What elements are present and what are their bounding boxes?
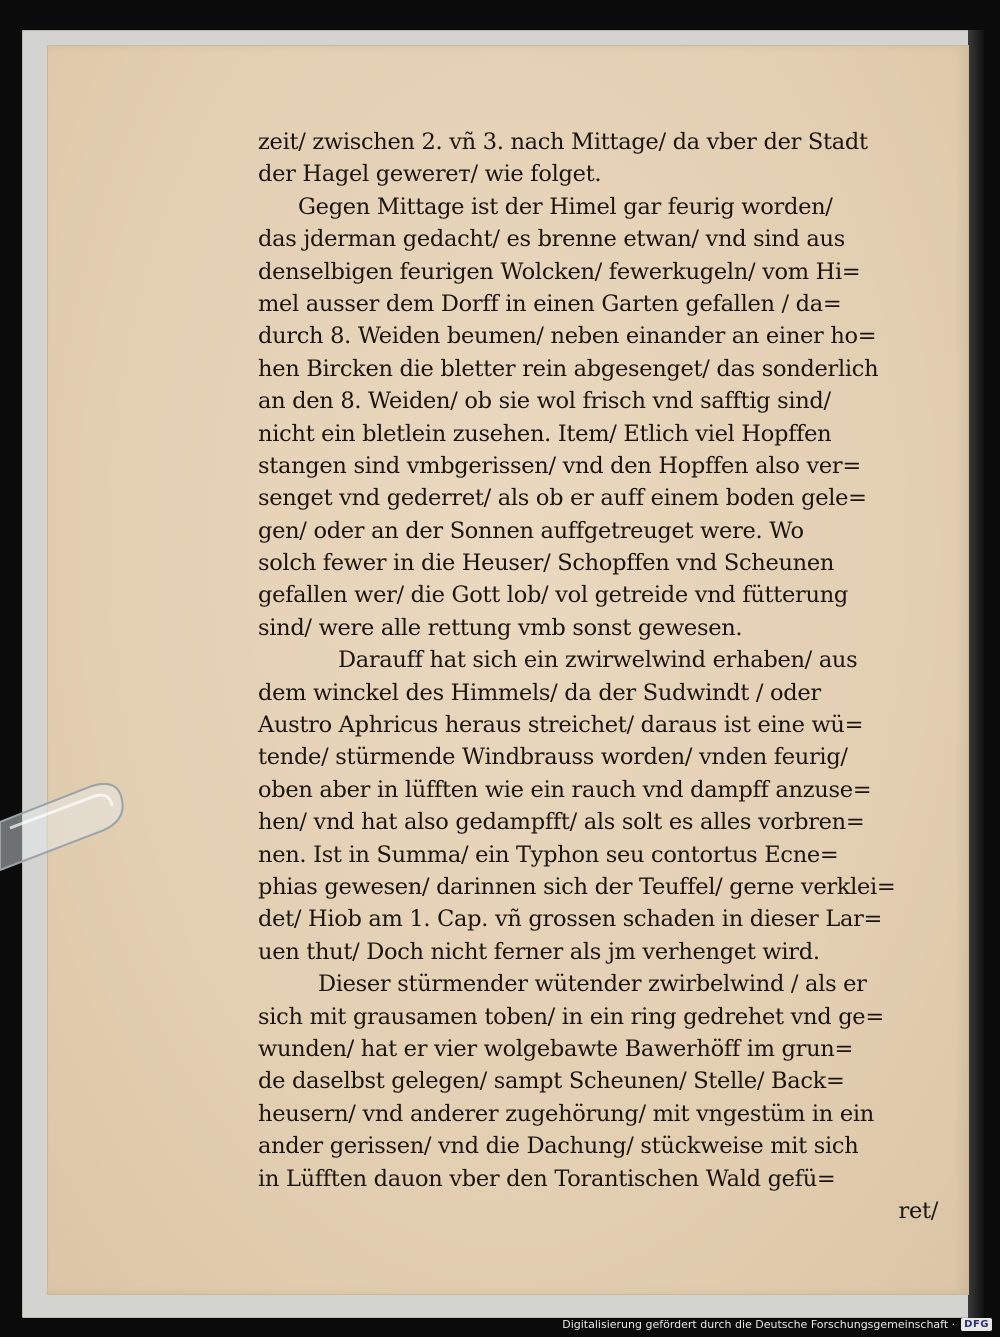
text-line: hen/ vnd hat also gedampfft/ als solt es alles vorbren= xyxy=(258,809,865,836)
text-line: gen/ oder an der Sonnen auffgetreuget were. Wo xyxy=(258,517,804,544)
text-line: uen thut/ Doch nicht ferner als jm verhenget wird. xyxy=(258,938,820,965)
text-line: mel ausser dem Dorff in einen Garten gefallen / da= xyxy=(258,290,842,317)
text-line: in Lüfften dauon vber den Torantischen Wald gefü= xyxy=(258,1165,836,1192)
text-line: Austro Aphricus heraus streichet/ daraus ist eine wü= xyxy=(258,712,864,739)
text-line: senget vnd gederret/ als ob er auff einem boden gele= xyxy=(258,485,867,512)
text-line: Dieser stürmender wütender zwirbelwind / als er xyxy=(318,971,867,998)
text-line: durch 8. Weiden beumen/ neben einander an einer ho= xyxy=(258,323,877,350)
text-line: Gegen Mittage ist der Himel gar feurig worden/ xyxy=(298,193,833,220)
dfg-logo: DFG xyxy=(961,1318,992,1331)
text-line: oben aber in lüfften wie ein rauch vnd dampff anzuse= xyxy=(258,776,872,803)
text-line: det/ Hiob am 1. Cap. vñ grossen schaden in dieser Lar= xyxy=(258,906,883,933)
text-line: an den 8. Weiden/ ob sie wol frisch vnd safftig sind/ xyxy=(258,388,831,415)
text-line: de daselbst gelegen/ sampt Scheunen/ Stelle/ Back= xyxy=(258,1068,845,1095)
transparent-page-clip xyxy=(0,770,150,880)
text-line: dem winckel des Himmels/ da der Sudwindt / oder xyxy=(258,679,821,706)
page-text xyxy=(258,126,938,1227)
text-line: der Hagel gewerет/ wie folget. xyxy=(258,161,602,188)
text-line: gefallen wer/ die Gott lob/ vol getreide vnd fütterung xyxy=(258,582,848,609)
text-line: hen Bircken die bletter rein abgesenget/ das sonderlich xyxy=(258,355,879,382)
text-line: solch fewer in die Heuser/ Schopffen vnd Scheunen xyxy=(258,550,835,577)
text-line: zeit/ zwischen 2. vñ 3. nach Mittage/ da vber der Stadt xyxy=(258,129,868,155)
cover-spine-edge xyxy=(968,30,984,1318)
book-page xyxy=(48,46,968,1294)
catchword-line: ret/ xyxy=(898,1197,938,1224)
text-line: ander gerissen/ vnd die Dachung/ stückweise mit sich xyxy=(258,1133,859,1160)
text-line: nicht ein bletlein zusehen. Item/ Etlich viel Hopffen xyxy=(258,420,832,447)
text-line: stangen sind vmbgerissen/ vnd den Hopffen also ver= xyxy=(258,452,861,479)
text-line: sich mit grausamen toben/ in ein ring gedrehet vnd ge= xyxy=(258,1003,884,1030)
credit-text: Digitalisierung gefördert durch die Deutsche Forschungsgemeinschaft · xyxy=(562,1317,956,1331)
text-line: sind/ were alle rettung vmb sonst gewesen. xyxy=(258,614,743,641)
text-line: nen. Ist in Summa/ ein Typhon seu contortus Ecne= xyxy=(258,841,839,868)
text-line: das jderman gedacht/ es brenne etwan/ vnd sind aus xyxy=(258,226,845,253)
text-line: tende/ stürmende Windbrauss worden/ vnden feurig/ xyxy=(258,744,848,771)
text-line: Darauff hat sich ein zwirwelwind erhaben/ aus xyxy=(338,647,858,674)
text-line: phias gewesen/ darinnen sich der Teuffel/ gerne verklei= xyxy=(258,873,896,900)
text-line: heusern/ vnd anderer zugehörung/ mit vngestüm in ein xyxy=(258,1100,874,1127)
text-line: denselbigen feurigen Wolcken/ fewerkugeln/ vom Hi= xyxy=(258,258,861,285)
digitization-credit xyxy=(562,1315,992,1333)
text-line: wunden/ hat er vier wolgebawte Bawerhöff im grun= xyxy=(258,1035,854,1062)
